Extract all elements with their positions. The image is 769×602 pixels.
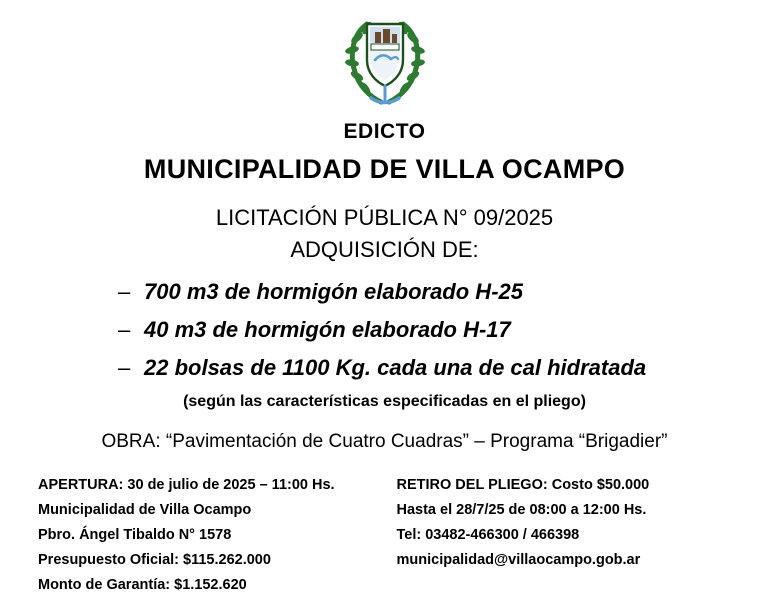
acquisition-label: ADQUISICIÓN DE: xyxy=(290,237,479,262)
bullet-dash-icon: – xyxy=(118,355,131,380)
list-item-text: 22 bolsas de 1100 Kg. cada una de cal hidratada xyxy=(144,355,647,380)
work-description: OBRA: “Pavimentación de Cuatro Cuadras” – Programa “Brigadier” xyxy=(101,431,668,452)
list-item xyxy=(118,355,769,381)
pliego-cost: RETIRO DEL PLIEGO: Costo $50.000 xyxy=(396,477,650,493)
municipal-crest-icon xyxy=(337,8,433,116)
footer-left-column xyxy=(38,477,373,602)
list-item-text: 700 m3 de hormigón elaborado H-25 xyxy=(144,279,523,304)
footer-details xyxy=(0,477,769,602)
page-title: MUNICIPALIDAD DE VILLA OCAMPO xyxy=(143,154,626,184)
acquisition-items-list xyxy=(0,279,769,381)
specs-note: (según las características especificadas en el pliego) xyxy=(183,393,586,410)
official-budget: Presupuesto Oficial: $115.262.000 xyxy=(38,552,271,568)
list-item xyxy=(118,317,769,343)
guarantee-amount: Monto de Garantía: $1.152.620 xyxy=(38,577,247,593)
bullet-dash-icon: – xyxy=(118,279,131,304)
list-item xyxy=(118,279,769,305)
edict-label: EDICTO xyxy=(343,120,426,143)
crest-container xyxy=(0,0,769,116)
contact-phone: Tel: 03482-466300 / 466398 xyxy=(396,527,580,543)
tender-number: LICITACIÓN PÚBLICA N° 09/2025 xyxy=(215,205,554,230)
bullet-dash-icon: – xyxy=(118,317,131,342)
footer-right-column xyxy=(373,477,732,602)
opening-place: Municipalidad de Villa Ocampo xyxy=(38,502,252,518)
list-item-text: 40 m3 de hormigón elaborado H-17 xyxy=(144,317,511,342)
contact-email: municipalidad@villaocampo.gob.ar xyxy=(396,552,641,568)
opening-date: APERTURA: 30 de julio de 2025 – 11:00 Hs. xyxy=(38,477,335,493)
opening-address: Pbro. Ángel Tibaldo N° 1578 xyxy=(38,527,232,543)
pliego-deadline: Hasta el 28/7/25 de 08:00 a 12:00 Hs. xyxy=(396,502,647,518)
